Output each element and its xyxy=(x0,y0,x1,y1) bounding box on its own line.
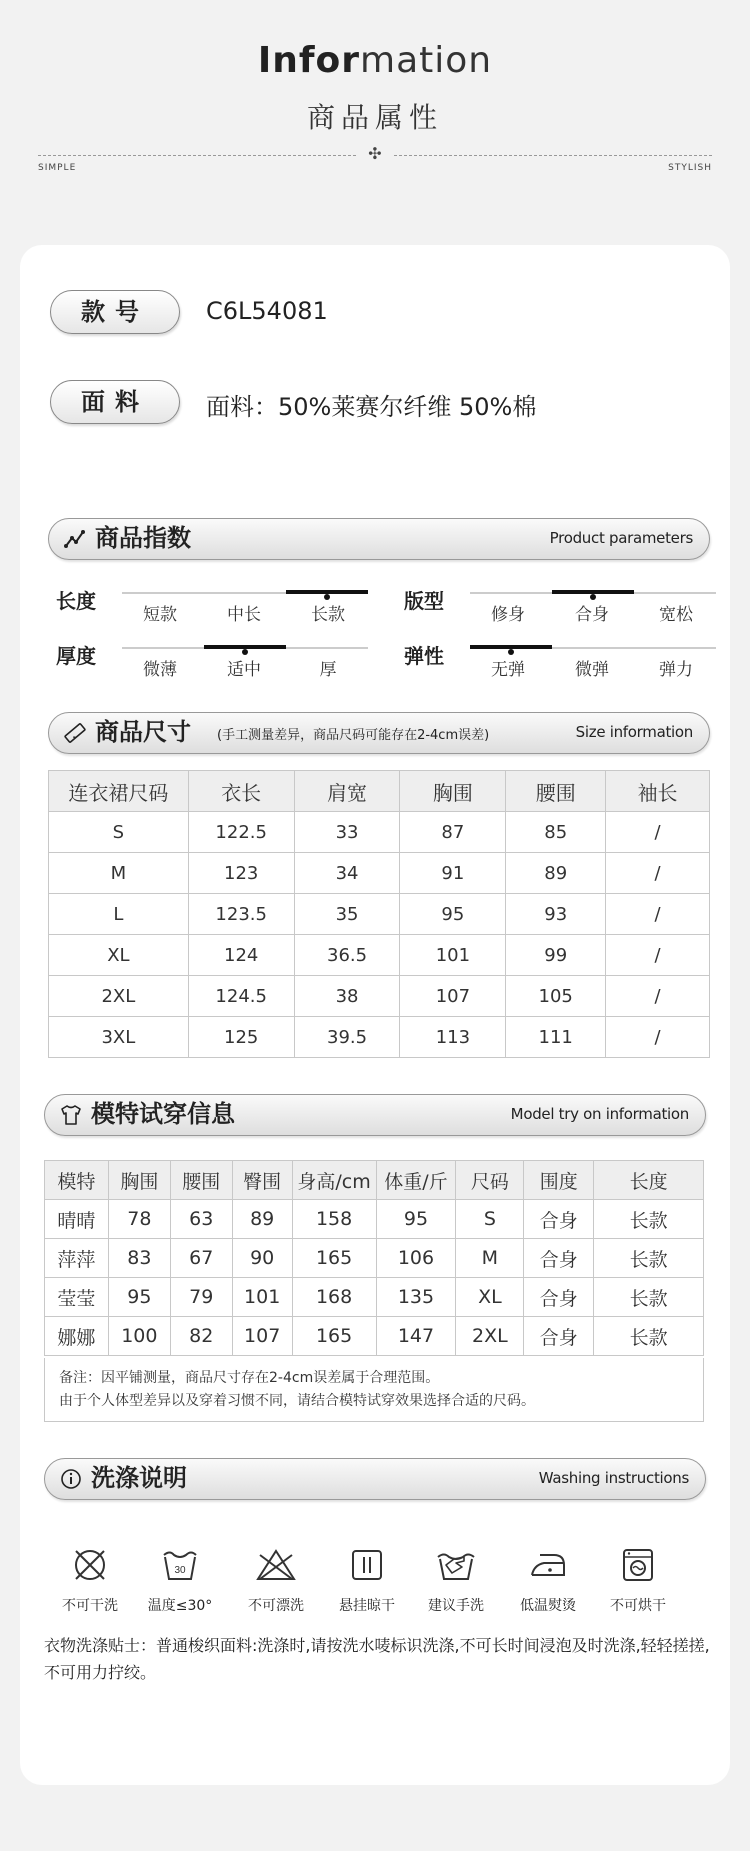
section-subtitle-en: Size information xyxy=(575,723,693,741)
param-length-option: 长款 xyxy=(311,605,345,625)
table-cell: 165 xyxy=(292,1239,376,1278)
table-cell: 106 xyxy=(376,1239,456,1278)
table-cell: / xyxy=(606,812,710,853)
param-fit-option: 修身 xyxy=(491,605,525,625)
no-bleach-icon xyxy=(254,1545,298,1585)
section-title: 商品指数 xyxy=(95,524,191,552)
hand-wash-icon xyxy=(434,1545,478,1585)
divider-right xyxy=(394,155,712,156)
param-thickness-option: 微薄 xyxy=(143,660,177,680)
table-cell: 122.5 xyxy=(188,812,294,853)
table-cell: 101 xyxy=(400,935,506,976)
table-cell: 79 xyxy=(170,1278,232,1317)
tag-stylish: STYLISH xyxy=(668,163,712,173)
table-cell: 95 xyxy=(108,1278,170,1317)
table-cell: 93 xyxy=(506,894,606,935)
section-subtitle-en: Model try on information xyxy=(510,1105,689,1123)
table-header-cell: 体重/斤 xyxy=(376,1161,456,1200)
table-cell: 123 xyxy=(188,853,294,894)
fabric-value: 面料：50%莱赛尔纤维 50%棉 xyxy=(206,393,537,421)
table-cell: 33 xyxy=(294,812,400,853)
table-cell: 晴晴 xyxy=(45,1200,109,1239)
divider-left xyxy=(38,155,356,156)
wash-item-wash-30 xyxy=(140,1545,220,1615)
table-row xyxy=(49,853,710,894)
table-row xyxy=(45,1317,704,1356)
table-cell: 合身 xyxy=(524,1278,594,1317)
table-cell: 135 xyxy=(376,1278,456,1317)
table-cell: 85 xyxy=(506,812,606,853)
param-thickness-option: 适中 xyxy=(227,660,261,680)
trend-icon xyxy=(63,527,87,551)
section-subtitle-en: Washing instructions xyxy=(538,1469,689,1487)
table-cell: 萍萍 xyxy=(45,1239,109,1278)
table-cell: 3XL xyxy=(49,1017,189,1058)
table-cell: 合身 xyxy=(524,1200,594,1239)
table-cell: 168 xyxy=(292,1278,376,1317)
tshirt-icon xyxy=(59,1103,83,1127)
table-cell: 67 xyxy=(170,1239,232,1278)
table-cell: / xyxy=(606,894,710,935)
wash-item-no-bleach xyxy=(236,1545,316,1615)
wash-label: 低温熨烫 xyxy=(520,1598,576,1614)
table-cell: 38 xyxy=(294,976,400,1017)
table-cell: / xyxy=(606,976,710,1017)
section-note: (手工测量差异，商品尺码可能存在2-4cm误差) xyxy=(217,728,490,743)
table-row xyxy=(49,976,710,1017)
table-cell: 合身 xyxy=(524,1239,594,1278)
table-cell: L xyxy=(49,894,189,935)
low-iron-icon xyxy=(526,1545,570,1585)
section-size-information xyxy=(48,712,710,754)
table-header-cell: 肩宽 xyxy=(294,771,400,812)
wash-label: 温度≤30° xyxy=(147,1598,213,1614)
table-cell: 87 xyxy=(400,812,506,853)
wash-temp-badge: 30 xyxy=(174,1565,186,1576)
table-cell: 105 xyxy=(506,976,606,1017)
table-cell: 2XL xyxy=(456,1317,524,1356)
section-title: 洗涤说明 xyxy=(91,1464,187,1492)
table-header-cell: 连衣裙尺码 xyxy=(49,771,189,812)
table-cell: 长款 xyxy=(594,1317,704,1356)
table-row xyxy=(49,894,710,935)
style-number-label: 款号 xyxy=(50,290,180,334)
table-row xyxy=(45,1239,704,1278)
table-header-cell: 身高/cm xyxy=(292,1161,376,1200)
wash-label: 不可漂洗 xyxy=(248,1598,304,1614)
table-cell: 111 xyxy=(506,1017,606,1058)
table-cell: 101 xyxy=(232,1278,292,1317)
table-cell: 99 xyxy=(506,935,606,976)
model-remark xyxy=(44,1358,704,1422)
table-cell: 89 xyxy=(506,853,606,894)
table-header-cell: 围度 xyxy=(524,1161,594,1200)
size-table xyxy=(48,770,710,1058)
table-cell: 34 xyxy=(294,853,400,894)
param-elasticity-label: 弹性 xyxy=(404,644,444,668)
table-cell: 83 xyxy=(108,1239,170,1278)
remark-line: 由于个人体型差异以及穿着习惯不同，请结合模特试穿效果选择合适的尺码。 xyxy=(59,1393,535,1409)
table-cell: / xyxy=(606,1017,710,1058)
table-cell: 91 xyxy=(400,853,506,894)
table-header-cell: 腰围 xyxy=(506,771,606,812)
table-cell: 35 xyxy=(294,894,400,935)
table-cell: 2XL xyxy=(49,976,189,1017)
page-title xyxy=(0,40,750,81)
param-thickness-label: 厚度 xyxy=(56,644,96,668)
table-row xyxy=(45,1200,704,1239)
section-title: 模特试穿信息 xyxy=(91,1100,235,1128)
table-cell: 长款 xyxy=(594,1278,704,1317)
table-cell: 95 xyxy=(376,1200,456,1239)
param-elasticity-option: 微弹 xyxy=(575,660,609,680)
section-subtitle-en: Product parameters xyxy=(549,529,693,547)
section-washing-instructions xyxy=(44,1458,706,1500)
param-fit-label: 版型 xyxy=(404,589,444,613)
table-cell: 107 xyxy=(400,976,506,1017)
param-fit-option: 宽松 xyxy=(659,605,693,625)
table-header-cell: 臀围 xyxy=(232,1161,292,1200)
table-header-cell: 胸围 xyxy=(400,771,506,812)
table-cell: 124 xyxy=(188,935,294,976)
table-header-cell: 长度 xyxy=(594,1161,704,1200)
table-row xyxy=(49,1017,710,1058)
table-cell: 36.5 xyxy=(294,935,400,976)
wash-label: 不可烘干 xyxy=(610,1598,666,1614)
hang-dry-icon xyxy=(347,1545,387,1585)
table-cell: 95 xyxy=(400,894,506,935)
wash-label: 悬挂晾干 xyxy=(339,1598,395,1614)
table-cell: 82 xyxy=(170,1317,232,1356)
table-header-row xyxy=(45,1161,704,1200)
section-product-parameters xyxy=(48,518,710,560)
table-cell: S xyxy=(49,812,189,853)
table-cell: 158 xyxy=(292,1200,376,1239)
table-cell: 124.5 xyxy=(188,976,294,1017)
remark-line: 备注：因平铺测量，商品尺寸存在2-4cm误差属于合理范围。 xyxy=(59,1370,440,1386)
table-cell: 娜娜 xyxy=(45,1317,109,1356)
info-icon xyxy=(59,1467,83,1491)
section-title: 商品尺寸 xyxy=(95,718,191,746)
table-header-cell: 模特 xyxy=(45,1161,109,1200)
table-cell: 89 xyxy=(232,1200,292,1239)
table-cell: 147 xyxy=(376,1317,456,1356)
table-header-cell: 衣长 xyxy=(188,771,294,812)
table-cell: 125 xyxy=(188,1017,294,1058)
table-cell: / xyxy=(606,853,710,894)
fabric-label: 面料 xyxy=(50,380,180,424)
table-cell: XL xyxy=(456,1278,524,1317)
table-header-cell: 袖长 xyxy=(606,771,710,812)
table-cell: 长款 xyxy=(594,1239,704,1278)
table-cell: 78 xyxy=(108,1200,170,1239)
wash-label: 建议手洗 xyxy=(428,1598,484,1614)
style-number-value: C6L54081 xyxy=(206,297,328,325)
table-cell: 100 xyxy=(108,1317,170,1356)
title-bold: Infor xyxy=(257,40,361,81)
table-header-cell: 腰围 xyxy=(170,1161,232,1200)
param-fit-option: 合身 xyxy=(575,605,609,625)
table-cell: 63 xyxy=(170,1200,232,1239)
table-cell: / xyxy=(606,935,710,976)
table-cell: 莹莹 xyxy=(45,1278,109,1317)
table-cell: 107 xyxy=(232,1317,292,1356)
table-cell: 90 xyxy=(232,1239,292,1278)
table-header-cell: 胸围 xyxy=(108,1161,170,1200)
table-cell: M xyxy=(456,1239,524,1278)
no-tumble-dry-icon xyxy=(618,1545,658,1585)
param-elasticity-option: 弹力 xyxy=(659,660,693,680)
table-row xyxy=(49,812,710,853)
model-table xyxy=(44,1160,704,1356)
no-dry-clean-icon xyxy=(70,1545,110,1585)
wash-item-low-iron xyxy=(508,1545,588,1615)
table-cell: 合身 xyxy=(524,1317,594,1356)
table-cell: 165 xyxy=(292,1317,376,1356)
wash-label: 不可干洗 xyxy=(62,1598,118,1614)
param-elasticity-option: 无弹 xyxy=(491,660,525,680)
table-cell: 39.5 xyxy=(294,1017,400,1058)
title-light: mation xyxy=(360,40,493,81)
wash-tips: 衣物洗涤贴士：普通梭织面料:洗涤时,请按洗水唛标识洗涤,不可长时间浸泡及时洗涤,轻轻搓搓,不可用力拧绞。 xyxy=(44,1636,710,1682)
table-cell: 123.5 xyxy=(188,894,294,935)
table-cell: S xyxy=(456,1200,524,1239)
section-model-try-on xyxy=(44,1094,706,1136)
page-subtitle: 商品属性 xyxy=(306,101,443,134)
param-length-label: 长度 xyxy=(56,589,96,613)
wash-item-hang-dry xyxy=(327,1545,407,1615)
wash-30-icon xyxy=(160,1545,200,1585)
wash-item-no-tumble-dry xyxy=(598,1545,678,1615)
table-header-row xyxy=(49,771,710,812)
cross-mark-icon: ✣ xyxy=(368,144,382,163)
table-cell: 长款 xyxy=(594,1200,704,1239)
table-header-cell: 尺码 xyxy=(456,1161,524,1200)
param-length-option: 中长 xyxy=(227,605,261,625)
ruler-icon xyxy=(63,721,87,745)
table-row xyxy=(49,935,710,976)
wash-item-no-dry-clean xyxy=(50,1545,130,1615)
table-cell: 113 xyxy=(400,1017,506,1058)
table-row xyxy=(45,1278,704,1317)
param-thickness-option: 厚 xyxy=(319,660,337,680)
wash-item-hand-wash xyxy=(416,1545,496,1615)
param-length-option: 短款 xyxy=(143,605,177,625)
tag-simple: SIMPLE xyxy=(38,163,77,173)
table-cell: M xyxy=(49,853,189,894)
table-cell: XL xyxy=(49,935,189,976)
